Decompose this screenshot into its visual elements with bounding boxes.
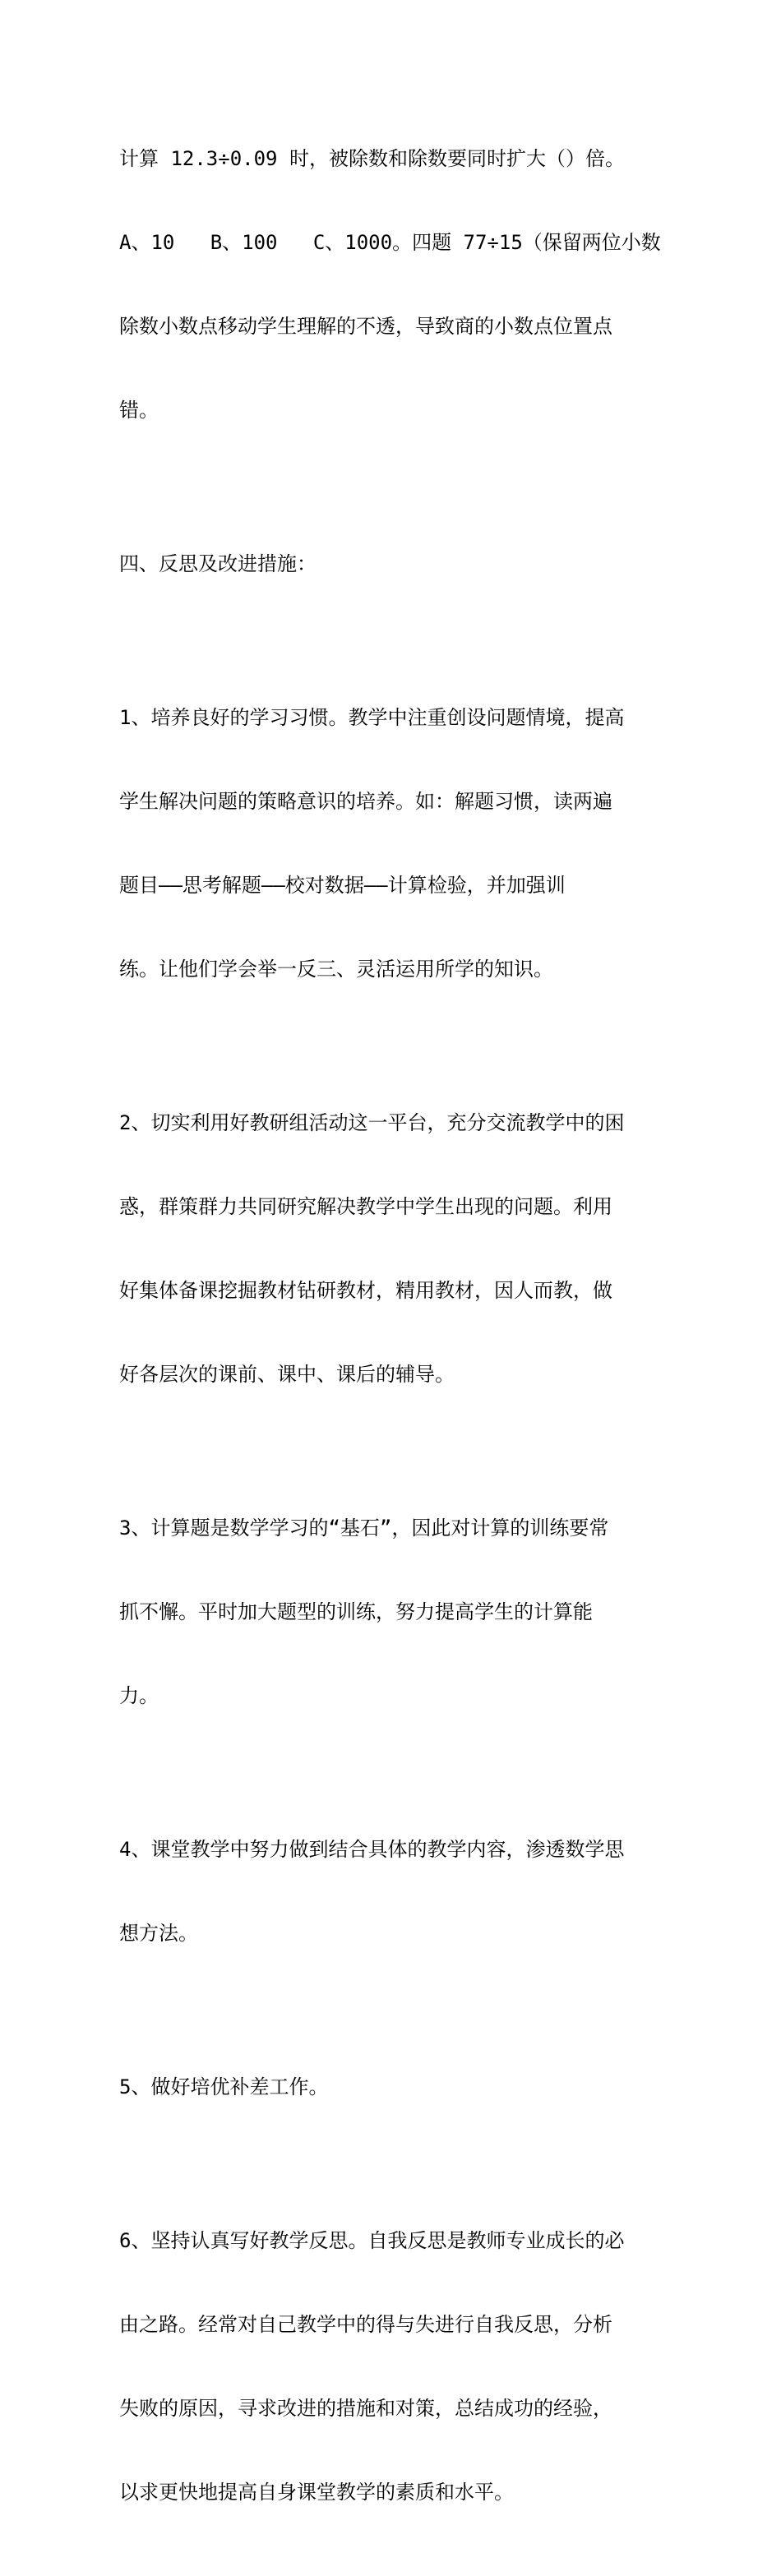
- text-line: 1、培养良好的学习习惯。教学中注重创设问题情境，提高: [119, 706, 625, 729]
- text-line: 4、课堂教学中努力做到结合具体的教学内容，渗透数学思: [119, 1838, 625, 1861]
- text-line: 6、坚持认真写好教学反思。自我反思是教师专业成长的必: [119, 2229, 625, 2252]
- paragraph-item-4: [119, 1780, 662, 2003]
- text-line: 错。: [119, 399, 159, 422]
- paragraph-item-6: [119, 2171, 662, 2562]
- text-line: 好集体备课挖掘教材钻研教材，精用教材，因人而教，做: [119, 1279, 612, 1302]
- text-line: 2、切实利用好教研组活动这一平台，充分交流教学中的困: [119, 1111, 625, 1134]
- section-heading: 四、反思及改进措施：: [119, 552, 317, 575]
- paragraph-item-1: [119, 648, 662, 1039]
- text-line: 抓不懈。平时加大题型的训练，努力提高学生的计算能: [119, 1600, 593, 1623]
- paragraph-item-2: [119, 1053, 662, 1444]
- document-body: [119, 89, 662, 2576]
- text-line: 惑，群策群力共同研究解决教学中学生出现的问题。利用: [119, 1195, 612, 1218]
- text-line: 题目——思考解题——校对数据——计算检验，并加强训: [119, 874, 566, 897]
- text-line: 由之路。经常对自己教学中的得与失进行自我反思，分析: [119, 2313, 612, 2336]
- section-heading-reflection: [119, 494, 662, 634]
- text-line: A、10 B、100 C、1000。四题 77÷15（保留两位小数: [119, 231, 661, 254]
- paragraph-item-3: [119, 1458, 662, 1766]
- text-line: 练。让他们学会举一反三、灵活运用所学的知识。: [119, 958, 553, 981]
- text-line: 力。: [119, 1684, 159, 1707]
- paragraph-calculation-errors: [119, 89, 662, 480]
- text-line: 5、做好培优补差工作。: [119, 2075, 329, 2098]
- text-line: 好各层次的课前、课中、课后的辅导。: [119, 1363, 455, 1386]
- text-line: 3、计算题是数学学习的“基石”，因此对计算的训练要常: [119, 1517, 609, 1540]
- text-line: 除数小数点移动学生理解的不透，导致商的小数点位置点: [119, 315, 612, 338]
- paragraph-item-5: [119, 2017, 662, 2157]
- text-line: 计算 12.3÷0.09 时，被除数和除数要同时扩大（）倍。: [119, 147, 625, 170]
- text-line: 想方法。: [119, 1922, 198, 1945]
- text-line: 失败的原因，寻求改进的措施和对策，总结成功的经验，: [119, 2397, 612, 2420]
- text-line: 学生解决问题的策略意识的培养。如：解题习惯，读两遍: [119, 790, 612, 813]
- text-line: 以求更快地提高自身课堂教学的素质和水平。: [119, 2481, 514, 2504]
